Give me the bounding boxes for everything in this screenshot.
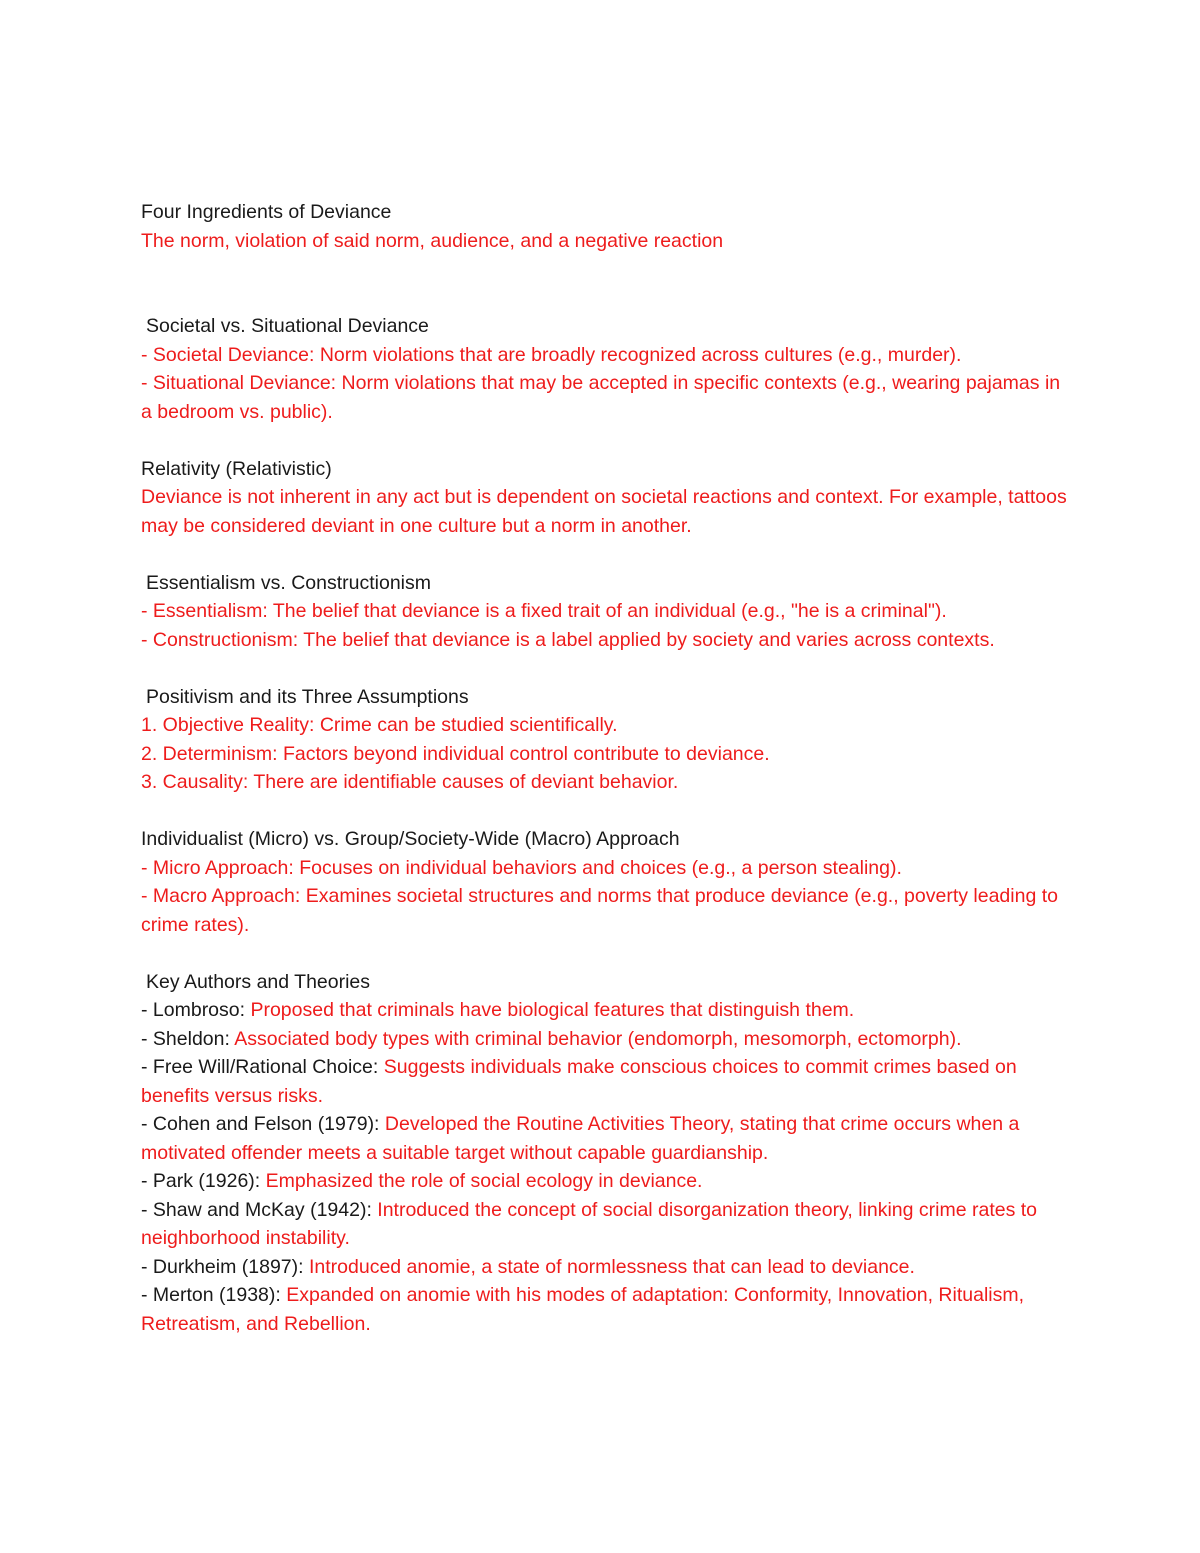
author-description: Associated body types with criminal behavior (endomorph, mesomorph, ectomorph). xyxy=(229,1027,962,1050)
answer-four-ingredients: The norm, violation of said norm, audience, and a negative reaction xyxy=(141,229,724,252)
author-name: - Merton (1938): xyxy=(141,1284,281,1306)
item-macro-approach: - Macro Approach: Examines societal structures and norms that produce deviance (e.g., poverty leading to crime rates). xyxy=(141,885,1058,936)
section-essentialism xyxy=(141,569,1071,655)
author-item-sheldon xyxy=(141,1025,1071,1054)
item-situational-deviance: - Situational Deviance: Norm violations that may be accepted in specific contexts (e.g., wearing pajamas in a bedroom vs. public). xyxy=(141,372,1061,423)
item-societal-deviance: - Societal Deviance: Norm violations that are broadly recognized across cultures (e.g., murder). xyxy=(141,343,962,366)
section-micro-macro xyxy=(141,825,1071,939)
author-name: - Durkheim (1897): xyxy=(141,1255,304,1278)
item-causality: 3. Causality: There are identifiable causes of deviant behavior. xyxy=(141,771,679,793)
author-name: - Free Will/Rational Choice: xyxy=(141,1056,379,1078)
author-name: - Lombroso: xyxy=(141,999,246,1021)
author-name: - Cohen and Felson (1979): xyxy=(141,1113,380,1135)
author-description: Proposed that criminals have biological features that distinguish them. xyxy=(245,999,855,1021)
heading-positivism: Positivism and its Three Assumptions xyxy=(146,685,469,708)
item-micro-approach: - Micro Approach: Focuses on individual behaviors and choices (e.g., a person stealing). xyxy=(141,856,902,879)
author-description: Expanded on anomie with his modes of adaptation: Conformity, Innovation, Ritualism, Retreatism, and Rebellion. xyxy=(141,1284,1025,1335)
section-positivism xyxy=(141,683,1071,797)
heading-relativity: Relativity (Relativistic) xyxy=(141,457,332,480)
heading-essentialism: Essentialism vs. Constructionism xyxy=(146,571,431,594)
heading-micro-macro: Individualist (Micro) vs. Group/Society-Wide (Macro) Approach xyxy=(141,828,680,850)
author-name: - Shaw and McKay (1942): xyxy=(141,1198,372,1221)
author-description: Introduced anomie, a state of normlessness that can lead to deviance. xyxy=(303,1255,915,1278)
author-item-cohen-felson xyxy=(141,1110,1071,1167)
author-item-lombroso xyxy=(141,996,1071,1025)
author-item-park xyxy=(141,1167,1071,1196)
section-four-ingredients xyxy=(141,198,1071,255)
item-objective-reality: 1. Objective Reality: Crime can be studied scientifically. xyxy=(141,714,618,736)
author-name: - Sheldon: xyxy=(141,1027,230,1050)
heading-societal-situational: Societal vs. Situational Deviance xyxy=(146,315,429,337)
heading-four-ingredients: Four Ingredients of Deviance xyxy=(141,201,392,223)
author-item-free-will xyxy=(141,1053,1071,1110)
author-item-durkheim xyxy=(141,1253,1071,1282)
item-essentialism: - Essentialism: The belief that deviance is a fixed trait of an individual (e.g., "he is a criminal"). xyxy=(141,600,947,622)
section-societal-situational xyxy=(141,312,1071,426)
author-name: - Park (1926): xyxy=(141,1170,261,1192)
section-relativity xyxy=(141,455,1071,541)
item-constructionism: - Constructionism: The belief that deviance is a label applied by society and varies across contexts. xyxy=(141,628,995,651)
author-item-merton xyxy=(141,1281,1071,1338)
author-item-shaw-mckay xyxy=(141,1196,1071,1253)
item-determinism: 2. Determinism: Factors beyond individual control contribute to deviance. xyxy=(141,742,770,765)
author-description: Emphasized the role of social ecology in deviance. xyxy=(260,1170,703,1192)
answer-relativity: Deviance is not inherent in any act but is dependent on societal reactions and context. For example, tattoos may be considered deviant in one culture but a norm in another. xyxy=(141,486,1067,537)
author-description: Suggests individuals make conscious choices to commit crimes based on benefits versus risks. xyxy=(141,1056,1017,1107)
author-description: Developed the Routine Activities Theory, stating that crime occurs when a motivated offender meets a suitable target without capable guardianship. xyxy=(141,1113,1020,1164)
section-key-authors xyxy=(141,968,1071,1339)
author-description: Introduced the concept of social disorganization theory, linking crime rates to neighborhood instability. xyxy=(141,1198,1038,1249)
heading-key-authors: Key Authors and Theories xyxy=(146,970,371,993)
document-page xyxy=(141,198,1071,1367)
